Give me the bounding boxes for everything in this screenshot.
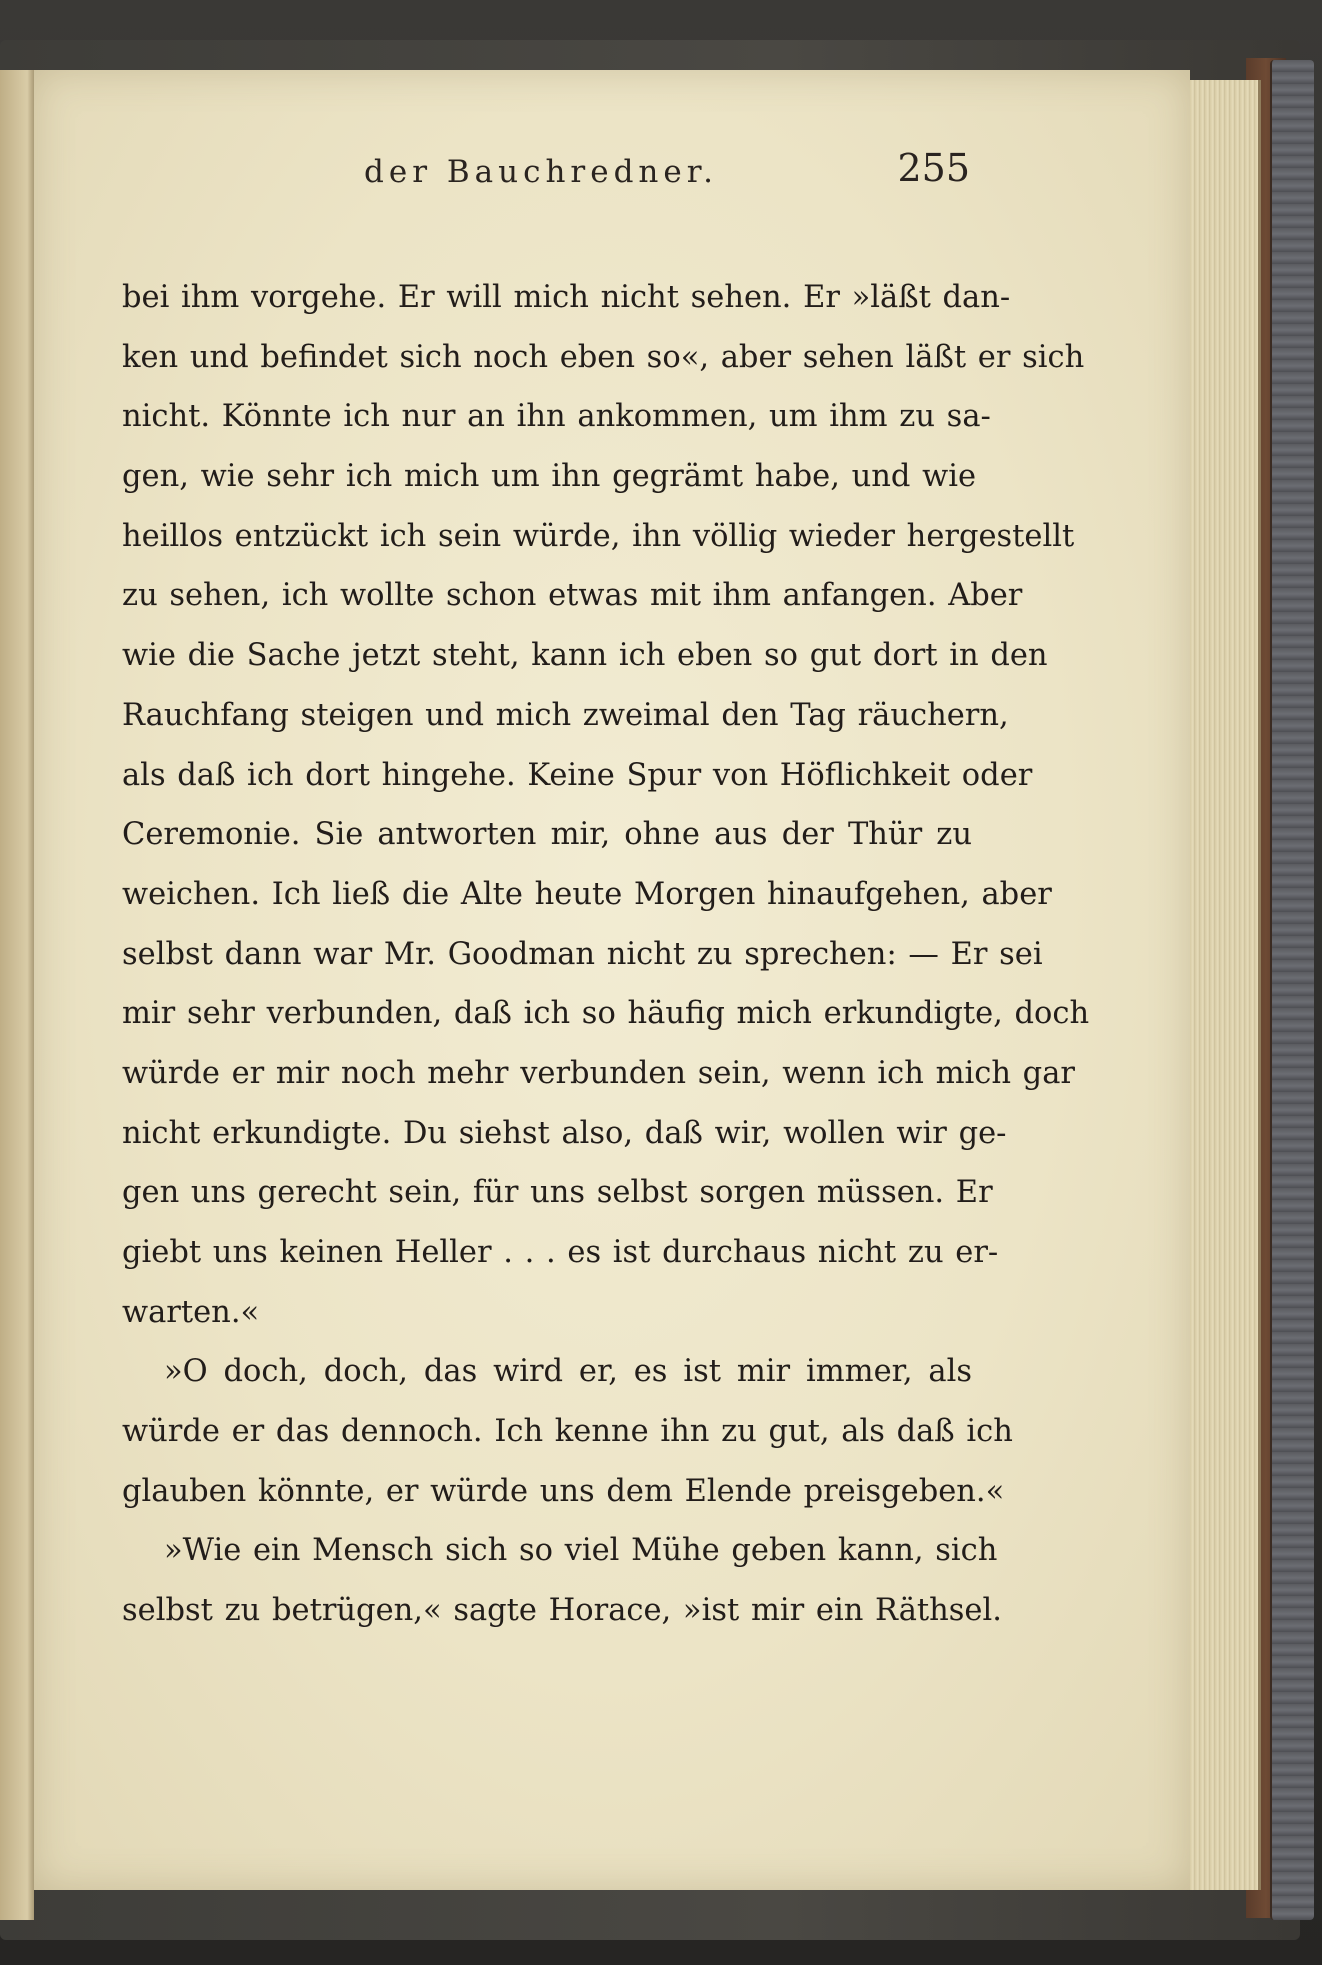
text-line: heillos entzückt ich sein würde, ihn völlig wieder hergestellt [122,518,1075,554]
text-line: weichen. Ich ließ die Alte heute Morgen hinaufgehen, aber [122,876,1052,912]
page-number: 255 [897,146,970,190]
text-line: selbst zu betrügen,« sagte Horace, »ist mir ein Räthsel. [122,1593,1002,1629]
text-line: ken und befindet sich noch eben so«, aber sehen läßt er sich [122,339,1085,375]
text-line: Ceremonie. Sie antworten mir, ohne aus der Thür zu [122,817,972,853]
text-line: wie die Sache jetzt steht, kann ich eben so gut dort in den [122,638,1048,674]
text-line: zu sehen, ich wollte schon etwas mit ihm anfangen. Aber [122,578,1023,614]
text-line: würde er das dennoch. Ich kenne ihn zu gut, als daß ich [122,1414,1013,1450]
spine-edge [1270,60,1314,1920]
text-line: nicht erkundigte. Du siehst also, daß wir, wollen wir ge- [122,1115,1007,1151]
text-line: »Wie ein Mensch sich so viel Mühe geben kann, sich [164,1533,998,1569]
running-title: der Bauchredner. [364,154,719,190]
text-line: als daß ich dort hingehe. Keine Spur von Höflichkeit oder [122,757,1033,793]
text-line: »O doch, doch, das wird er, es ist mir immer, als [164,1354,972,1390]
page-stack-edge [1180,80,1261,1890]
text-line: glauben könnte, er würde uns dem Elende preisgeben.« [122,1473,1005,1509]
body-text [122,268,1090,1641]
text-line: giebt uns keinen Heller . . . es ist durchaus nicht zu er- [122,1235,999,1270]
text-line: gen uns gerecht sein, für uns selbst sorgen müssen. Er [122,1175,993,1211]
page-header [364,146,970,206]
text-line: selbst dann war Mr. Goodman nicht zu sprechen: — Er sei [122,936,1043,972]
facing-page-edge [0,70,34,1920]
text-line: mir sehr verbunden, daß ich so häufig mich erkundigte, doch [122,996,1090,1032]
text-line: nicht. Könnte ich nur an ihn ankommen, um ihm zu sa- [122,399,991,435]
text-line: gen, wie sehr ich mich um ihn gegrämt habe, und wie [122,459,977,495]
text-line: Rauchfang steigen und mich zweimal den Tag räuchern, [122,697,1009,733]
text-line: warten.« [122,1294,260,1330]
text-line: würde er mir noch mehr verbunden sein, wenn ich mich gar [122,1055,1075,1091]
text-line: bei ihm vorgehe. Er will mich nicht sehen. Er »läßt dan- [122,280,1011,315]
